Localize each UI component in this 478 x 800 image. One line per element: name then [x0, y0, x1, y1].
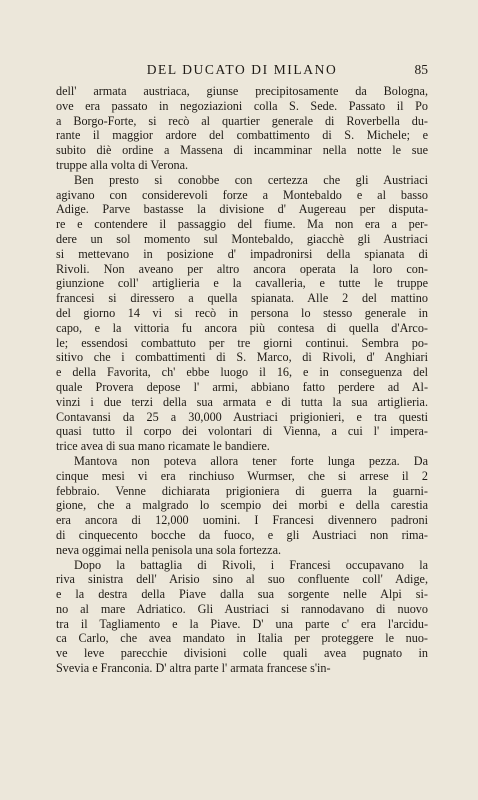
page-header — [56, 62, 428, 80]
text-line: neva oggimai nella penisola una sola fortezza. — [56, 542, 282, 557]
running-title: DEL DUCATO DI MILANO — [146, 62, 338, 77]
text-line: ca Carlo, che avea mandato in Italia per proteggere le nuo- — [56, 631, 428, 646]
text-line: cinque mesi vi era rinchiuso Wurmser, che si arrese il 2 — [56, 468, 428, 483]
text-line: Adige. Parve bastasse la divisione d' Augereau per disputa- — [56, 202, 428, 217]
text-line: re e contendere il passaggio del fiume. Ma non era a per- — [56, 217, 428, 232]
text-line: dere un sol momento sul Montebaldo, giacchè gli Austriaci — [56, 231, 428, 246]
paragraph — [56, 173, 428, 454]
text-line: si mettevano in posizione d' impadronirsi della spianata di — [56, 246, 428, 261]
text-line: quale Provera depose l' armi, abbiano fatto perdere ad Al- — [56, 379, 428, 394]
text-line: rante il maggior ardore del combattimento di S. Michele; e — [56, 128, 428, 143]
body-text — [56, 84, 428, 676]
text-line: trice avea di sua mano ricamate le bandiere. — [56, 439, 270, 454]
text-line: e la destra della Piave dalla sua sorgente nelle Alpi si- — [56, 587, 428, 602]
text-line: Mantova non poteva allora tener forte lunga pezza. Da — [74, 453, 428, 468]
text-line: Svevia e Franconia. D' altra parte l' armata francese s'in- — [56, 661, 331, 676]
text-line: Ben presto si conobbe con certezza che gli Austriaci — [74, 172, 428, 187]
text-line: Rivoli. Non aveano per altro ancora operata la loro con- — [56, 261, 428, 276]
text-line: quasi tutto il corpo dei volontari di Vienna, a cui l' impera- — [56, 424, 428, 439]
text-line: del giorno 14 vi si recò in persona lo stesso generale in — [56, 305, 428, 320]
text-line: riva sinistra dell' Arisio sino al suo confluente coll' Adige, — [56, 572, 428, 587]
text-line: di cinquecento bocche da fuoco, e gli Austriaci non rima- — [56, 527, 428, 542]
text-line: a Borgo-Forte, si recò al quartier generale di Roverbella du- — [56, 113, 428, 128]
text-line: francesi si diressero a quella spianata. Alle 2 del mattino — [56, 291, 428, 306]
text-line: capo, e la vittoria fu ancora più contesa di quella d'Arco- — [56, 320, 428, 335]
text-line: le; essendosi combattuto per tre giorni continui. Sembra po- — [56, 335, 428, 350]
paragraph — [56, 84, 428, 173]
text-line: tra il Tagliamento e la Piave. D' una parte c' era l'arcidu- — [56, 616, 428, 631]
text-line: e della Favorita, ch' ebbe luogo il 16, e in conseguenza del — [56, 365, 428, 380]
text-line: febbraio. Venne dichiarata prigioniera di guerra la guarni- — [56, 483, 428, 498]
text-line: no al mare Adriatico. Gli Austriaci si rannodavano di nuovo — [56, 601, 428, 616]
text-line: Dopo la battaglia di Rivoli, i Francesi occupavano la — [74, 557, 428, 572]
paragraph — [56, 558, 428, 676]
paragraph — [56, 454, 428, 558]
text-line: gione, che a malgrado lo scempio dei morbi e della carestia — [56, 498, 428, 513]
page-number: 85 — [414, 62, 428, 77]
text-line: Contavansi da 25 a 30,000 Austriaci prigionieri, e tra questi — [56, 409, 428, 424]
text-line: giunzione coll' artiglieria e la cavalleria, e tutte le truppe — [56, 276, 428, 291]
text-line: era ancora di 12,000 uomini. I Francesi divennero padroni — [56, 513, 428, 528]
text-line: sitivo che i combattimenti di S. Marco, di Rivoli, d' Anghiari — [56, 350, 428, 365]
text-line: ve leve parecchie divisioni colle quali avea pugnato in — [56, 646, 428, 661]
text-line: ove era passato in negoziazioni colla S. Sede. Passato il Po — [56, 98, 428, 113]
text-line: subito diè ordine a Massena di incamminar nella notte le sue — [56, 143, 428, 158]
text-line: agivano con considerevoli forze a Montebaldo e al basso — [56, 187, 428, 202]
text-line: truppe alla volta di Verona. — [56, 157, 189, 172]
text-line: dell' armata austriaca, giunse precipitosamente da Bologna, — [56, 84, 428, 98]
text-line: vinzi i due terzi della sua armata e di tutta la sua artiglieria. — [56, 394, 428, 409]
